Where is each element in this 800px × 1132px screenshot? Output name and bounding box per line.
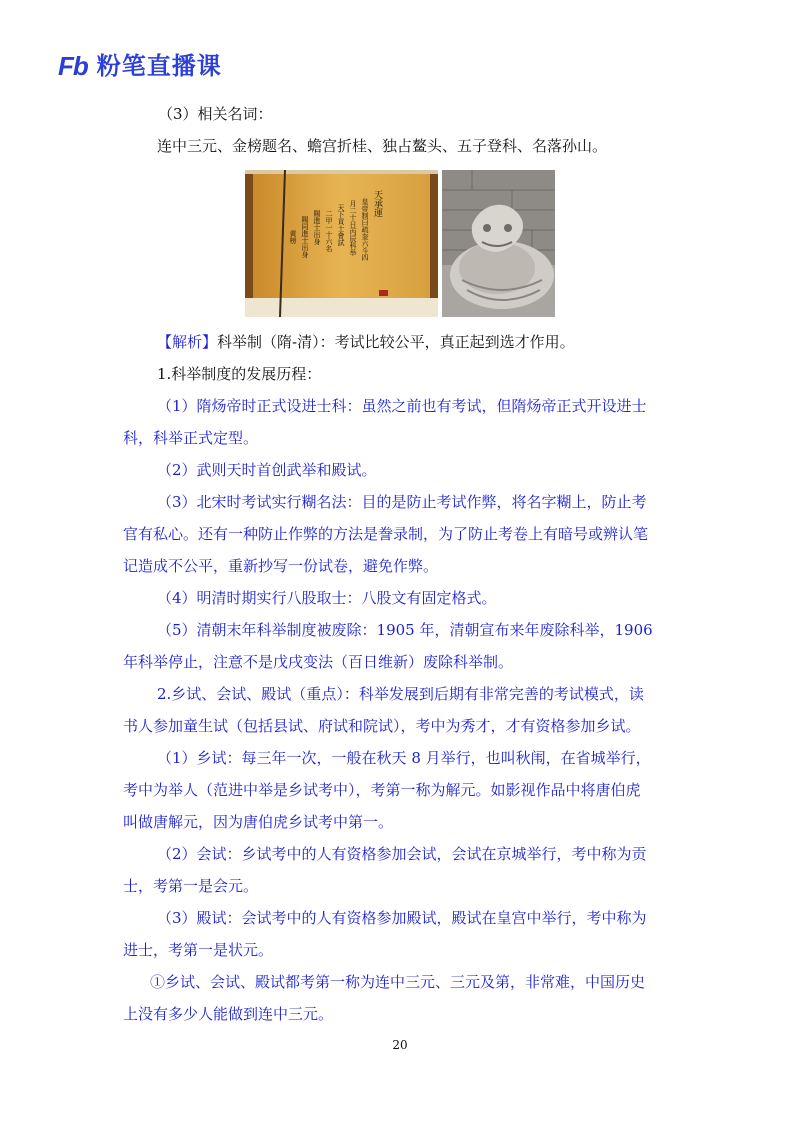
paragraph-line: 上没有多少人能做到连中三元。 [123, 1005, 334, 1023]
paragraph-line: （2）会试：乡试考中的人有资格参加会试，会试在京城举行，考中称为贡 [157, 845, 647, 863]
terms-list: 连中三元、金榜题名、蟾宫折桂、独占鳌头、五子登科、名落孙山。 [157, 137, 608, 155]
scroll-col-4: 天下貢士會試 [337, 204, 345, 246]
paragraph-line: 年科举停止，注意不是戊戌变法（百日维新）废除科举制。 [123, 653, 514, 671]
paragraph-line: 书人参加童生试（包括县试、府试和院试），考中为秀才，才有资格参加乡试。 [123, 717, 641, 735]
fb-logo-icon [58, 53, 88, 79]
stone-turtle-photo [442, 170, 555, 317]
exam-scroll-image [245, 170, 438, 317]
scroll-col-5: 二甲一十六名 [325, 210, 333, 252]
scroll-col-1: 天承運 [372, 190, 382, 217]
paragraph-line: （3）北宋时考试实行糊名法：目的是防止考试作弊，将名字糊上，防止考 [157, 493, 647, 511]
exam-scroll-photo [245, 170, 438, 317]
paragraph-line: （5）清朝末年科举制度被废除：1905 年，清朝宣布来年废除科举，1906 [157, 621, 653, 639]
paragraph-line: 记造成不公平，重新抄写一份试卷，避免作弊。 [123, 557, 439, 575]
analysis-intro [157, 332, 575, 352]
analysis-intro-text: 科举制（隋-清）：考试比较公平，真正起到选才作用。 [217, 333, 575, 351]
scroll-col-7: 賜同進士出身 [301, 216, 309, 258]
paragraph-line: （3）殿试：会试考中的人有资格参加殿试，殿试在皇宫中举行，考中称为 [157, 909, 647, 927]
brand-logo [58, 52, 222, 80]
scroll-col-6: 賜進士出身 [313, 210, 321, 245]
section-1-heading: 1.科举制度的发展历程： [157, 365, 322, 383]
paragraph-line: 进士，考第一是状元。 [123, 941, 274, 959]
analysis-tag: 【解析】 [157, 333, 218, 351]
paragraph-line: 考中为举人（范进中举是乡试考中），考第一称为解元。如影视作品中将唐伯虎 [123, 781, 641, 799]
paragraph-line: 官有私心。还有一种防止作弊的方法是誊录制，为了防止考卷上有暗号或辨认笔 [123, 525, 649, 543]
paragraph-line: 科，科举正式定型。 [123, 429, 259, 447]
paragraph-line: （1）隋炀帝时正式设进士科：虽然之前也有考试，但隋炀帝正式开设进士 [157, 397, 647, 415]
section-2-heading: 2.乡试、会试、殿试（重点）：科举发展到后期有非常完善的考试模式，读 [157, 685, 644, 703]
terms-heading: （3）相关名词： [158, 105, 273, 123]
brand-name: 粉笔直播课 [96, 52, 222, 80]
paragraph-line: 叫做唐解元，因为唐伯虎乡试考中第一。 [123, 813, 394, 831]
scroll-col-2: 皇帝制曰疏奎六斗四 [361, 198, 369, 261]
logo-mark-text: Fb [58, 51, 88, 81]
paragraph-line: （1）乡试：每三年一次，一般在秋天 8 月举行，也叫秋闱，在省城举行， [157, 749, 651, 767]
page-number: 20 [392, 1038, 408, 1052]
paragraph-line: （4）明清时期实行八股取士：八股文有固定格式。 [157, 589, 497, 607]
paragraph-line: 士，考第一是会元。 [123, 877, 259, 895]
scroll-col-3: 月二十日丙辰科举 [349, 200, 357, 256]
scroll-col-8: 黄榜 [289, 230, 297, 244]
paragraph-line: （2）武则天时首创武举和殿试。 [157, 461, 377, 479]
paragraph-line: ①乡试、会试、殿试都考第一称为连中三元、三元及第，非常难，中国历史 [150, 973, 646, 991]
stone-turtle-image [442, 170, 555, 317]
